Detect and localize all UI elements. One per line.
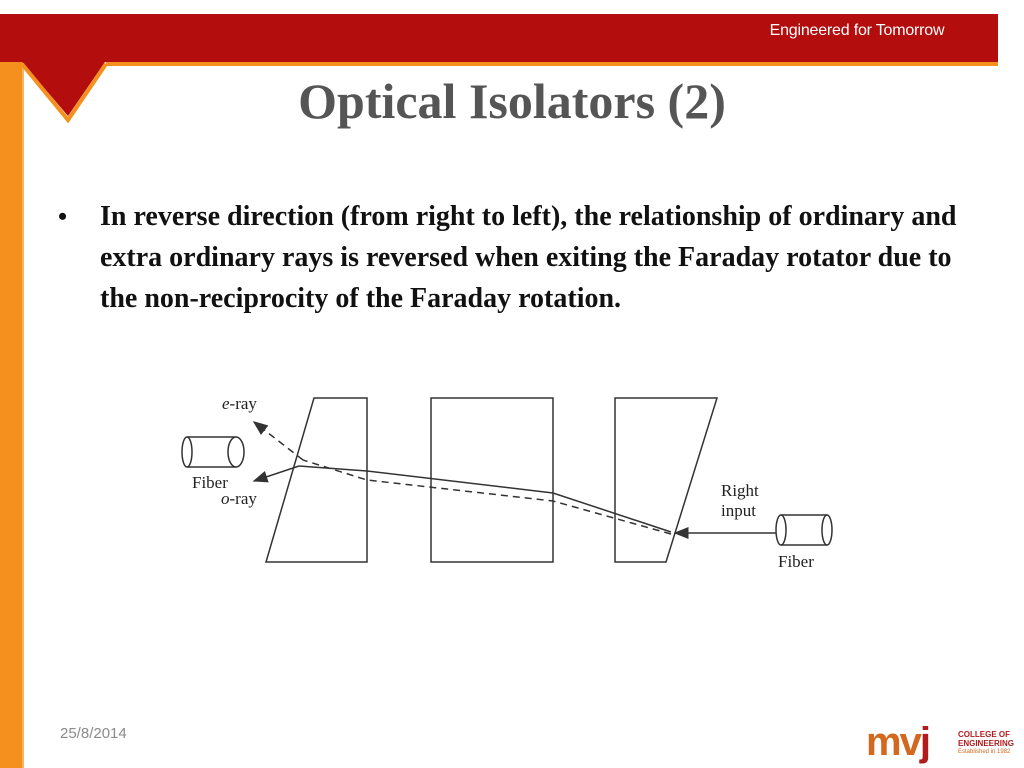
optical-isolator-diagram <box>178 385 848 580</box>
header-tagline: Engineered for Tomorrow <box>769 22 945 39</box>
bullet-text: In reverse direction (from right to left), the relationship of ordinary and extra ordinary rays is reversed when exiting the Faraday rotator due to the non-reciprocity of the Faraday rotation. <box>100 201 957 314</box>
o-ray-label: o-ray <box>221 489 257 508</box>
logo-text: COLLEGE OF ENGINEERING Established in 1982 <box>958 730 1015 755</box>
bullet-item <box>56 196 976 319</box>
logo-mark: mvj <box>866 720 929 764</box>
fiber-left-label: Fiber <box>192 473 228 492</box>
left-wedge <box>266 398 367 562</box>
bullet-list <box>56 196 976 319</box>
right-fiber <box>776 515 832 545</box>
right-wedge <box>615 398 717 562</box>
right-input-label-line2: input <box>721 501 756 520</box>
left-fiber <box>182 437 244 467</box>
e-ray-label: e-ray <box>222 394 257 413</box>
fiber-right-label: Fiber <box>778 552 814 571</box>
slide-date: 25/8/2014 <box>60 725 127 742</box>
college-logo <box>866 718 1022 766</box>
right-input-label-line1: Right <box>721 481 759 500</box>
slide-title: Optical Isolators (2) <box>298 73 726 129</box>
bullet-marker: • <box>58 202 68 231</box>
